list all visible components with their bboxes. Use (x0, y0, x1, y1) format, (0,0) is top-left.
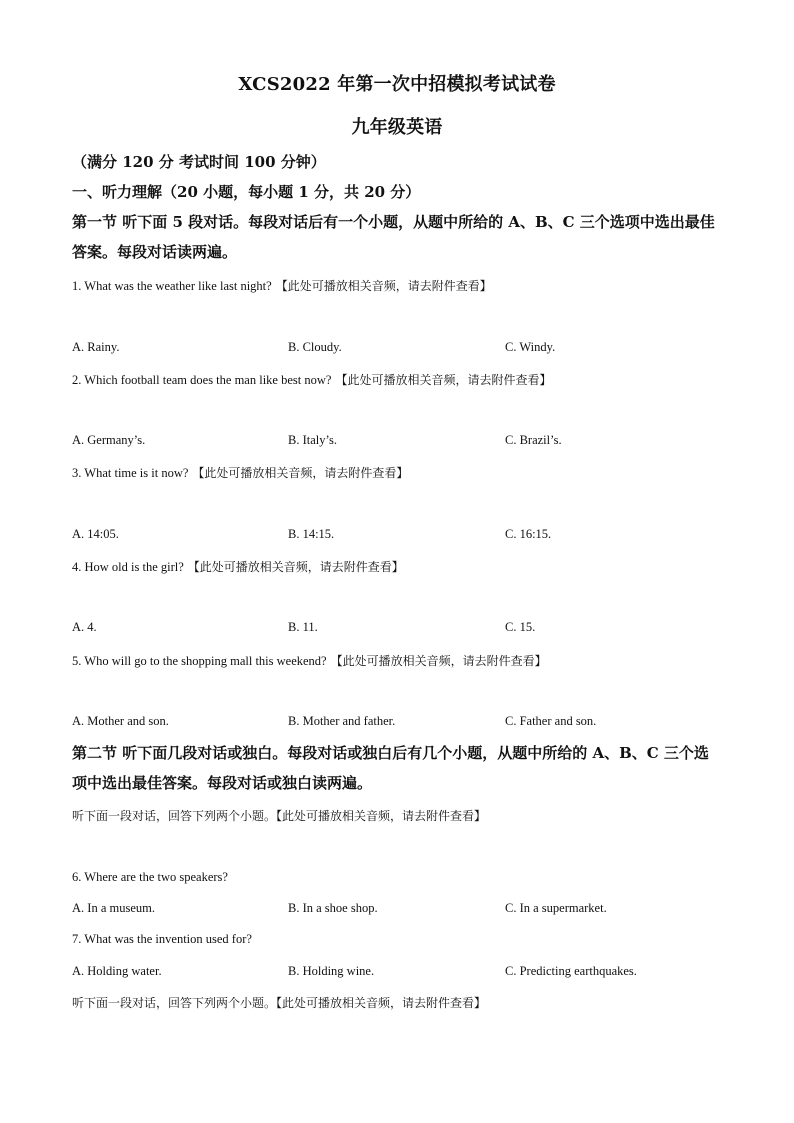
audio-note: 【此处可播放相关音频，请去附件查看】 (187, 560, 404, 574)
audio-note: 【此处可播放相关音频，请去附件查看】 (192, 466, 409, 480)
option-b: B. Mother and father. (288, 714, 396, 728)
option-a: A. 14:05. (72, 527, 119, 541)
exam-title: XCS2022 年第一次中招模拟考试试卷 (238, 74, 556, 95)
option-a: A. Rainy. (72, 340, 120, 354)
option-c: C. Father and son. (505, 714, 597, 728)
audio-note: 【此处可播放相关音频，请去附件查看】 (276, 996, 487, 1010)
question-text: 5. Who will go to the shopping mall this weekend? (72, 654, 327, 668)
question-text: 3. What time is it now? (72, 466, 189, 480)
option-c: C. Brazil’s. (505, 433, 562, 447)
audio-note: 【此处可播放相关音频，请去附件查看】 (330, 654, 547, 668)
option-c: C. Predicting earthquakes. (505, 964, 637, 978)
option-b: B. In a shoe shop. (288, 901, 378, 915)
question-3 (72, 464, 408, 481)
option-a: A. In a museum. (72, 901, 155, 915)
question-text: 2. Which football team does the man like best now? (72, 373, 332, 387)
option-a: A. 4. (72, 620, 97, 634)
option-c: C. 16:15. (505, 527, 552, 541)
option-b: B. Cloudy. (288, 340, 342, 354)
audio-note: 【此处可播放相关音频，请去附件查看】 (335, 373, 552, 387)
question-5 (72, 652, 547, 669)
option-b: B. Holding wine. (288, 964, 375, 978)
question-2 (72, 371, 551, 388)
audio-note: 【此处可播放相关音频，请去附件查看】 (276, 809, 487, 823)
part1-heading: 一、听力理解（20 小题，每小题 1 分，共 20 分） (72, 183, 421, 201)
section2-instructions: 第二节 听下面几段对话或独白。每段对话或独白后有几个小题，从题中所给的 A、B、C 三个选项中选出最佳答案。每段对话或独白读两遍。 (72, 744, 709, 792)
question-text: 4. How old is the girl? (72, 560, 184, 574)
option-a: A. Mother and son. (72, 714, 169, 728)
question-text: 6. Where are the two speakers? (72, 870, 228, 884)
option-b: B. 14:15. (288, 527, 335, 541)
question-1 (72, 277, 492, 294)
dialog-intro-text: 听下面一段对话，回答下列两个小题。 (72, 996, 277, 1010)
dialog-intro-text: 听下面一段对话，回答下列两个小题。 (72, 809, 277, 823)
question-4 (72, 558, 404, 575)
dialog-intro-1 (72, 807, 486, 824)
score-time-note: （满分 120 分 考试时间 100 分钟） (72, 153, 326, 171)
option-a: A. Holding water. (72, 964, 162, 978)
option-c: C. In a supermarket. (505, 901, 607, 915)
question-6 (72, 870, 228, 885)
question-7 (72, 932, 252, 947)
option-c: C. Windy. (505, 340, 556, 354)
section1-instructions: 第一节 听下面 5 段对话。每段对话后有一个小题，从题中所给的 A、B、C 三个选项中选出最佳答案。每段对话读两遍。 (72, 213, 715, 261)
question-text: 7. What was the invention used for? (72, 932, 252, 946)
option-a: A. Germany’s. (72, 433, 146, 447)
option-b: B. Italy’s. (288, 433, 337, 447)
option-b: B. 11. (288, 620, 318, 634)
exam-subtitle: 九年级英语 (351, 117, 443, 138)
dialog-intro-2 (72, 994, 486, 1011)
option-c: C. 15. (505, 620, 536, 634)
question-text: 1. What was the weather like last night? (72, 279, 272, 293)
audio-note: 【此处可播放相关音频，请去附件查看】 (275, 279, 492, 293)
